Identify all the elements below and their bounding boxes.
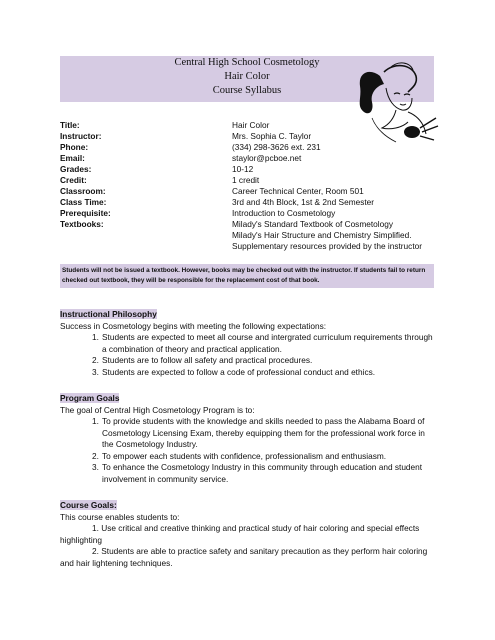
list-item: [60, 462, 438, 485]
info-row: [60, 219, 460, 230]
info-value: (334) 298-3626 ext. 231: [232, 142, 321, 152]
info-label: Class Time:: [60, 197, 107, 207]
info-row: [60, 175, 460, 186]
info-label: Grades:: [60, 164, 92, 174]
info-row: [60, 153, 460, 164]
info-value: Hair Color: [232, 120, 270, 130]
section-heading-text: Program Goals: [60, 393, 120, 403]
course-goal-item: 2. Students are able to practice safety and sanitary precaution as they perform hair coloring and hair lightening techniques.: [60, 546, 428, 568]
info-row: [60, 131, 460, 142]
info-value: Mrs. Sophia C. Taylor: [232, 131, 312, 141]
info-value: Milady's Standard Textbook of Cosmetology: [232, 219, 393, 229]
list-number: 2.: [92, 450, 99, 461]
info-row: [60, 197, 460, 208]
info-row: [60, 230, 460, 241]
info-value: Supplementary resources provided by the instructor: [232, 241, 423, 251]
section-intro: This course enables students to:: [60, 511, 180, 522]
list-number: 1.: [92, 332, 99, 342]
info-value: 3rd and 4th Block, 1st & 2nd Semester: [232, 197, 375, 207]
textbook-notice: Students will not be issued a textbook. However, books may be checked out with the instructor. If students fail to return checked out textbook, they will be responsible for the replacement cost of that book.: [60, 264, 434, 288]
list-text: To provide students with the knowledge and skills needed to pass the Alabama Board of Cosmetology Licensing Exam, thereby equipping them for the professional work force in the Cosmetology Industry.: [102, 416, 425, 449]
list-text: Students are expected to follow a code of professional conduct and ethics.: [102, 366, 376, 377]
info-value: 1 credit: [232, 175, 260, 185]
course-goal-item: 1. Use critical and creative thinking and practical study of hair coloring and special effects highlighting: [60, 523, 420, 545]
list-item: [60, 416, 438, 451]
course-name: Hair Color: [224, 71, 270, 82]
info-label: Email:: [60, 153, 85, 163]
info-label: Phone:: [60, 142, 89, 152]
list-item: [60, 332, 438, 355]
info-row: [60, 208, 460, 219]
list-item: [60, 451, 438, 463]
info-row: [60, 186, 460, 197]
section-heading: [60, 500, 438, 512]
list-number: 2.: [92, 355, 99, 365]
school-name: Central High School Cosmetology: [174, 57, 320, 68]
course-info-table: [60, 120, 460, 252]
list-item: [60, 355, 438, 367]
document-title: Course Syllabus: [212, 85, 282, 96]
list-text: Students are expected to meet all course and intergrated curriculum requirements through a combination of theory and practical application.: [102, 332, 433, 354]
info-label: Title:: [60, 120, 80, 130]
info-label: Classroom:: [60, 186, 106, 196]
section-heading: [60, 309, 438, 321]
info-row: [60, 241, 460, 252]
info-label: Instructor:: [60, 131, 102, 141]
list-number: 3.: [92, 462, 99, 472]
info-label: Prerequisite:: [60, 208, 111, 218]
info-label: Credit:: [60, 175, 87, 185]
info-label: Textbooks:: [60, 219, 104, 229]
list-number: 1.: [92, 416, 99, 426]
email-link[interactable]: staylor@pcboe.net: [232, 153, 302, 163]
instructional-philosophy-section: [60, 309, 438, 378]
info-row: [60, 164, 460, 175]
info-value: Introduction to Cosmetology: [232, 208, 336, 218]
info-value: 10-12: [232, 164, 254, 174]
list-text: To enhance the Cosmetology Industry in this community through education and student involvement in community service.: [102, 462, 423, 484]
info-value: Career Technical Center, Room 501: [232, 186, 364, 196]
info-value: Milady's Hair Structure and Chemistry Simplified.: [232, 230, 412, 240]
section-heading-text: Instructional Philosophy: [60, 309, 157, 319]
list-text: To empower each students with confidence, professionalism and enthusiasm.: [102, 450, 387, 461]
section-heading: [60, 393, 438, 405]
info-row: [60, 142, 460, 153]
course-goals-section: [60, 500, 438, 569]
list-number: 3.: [92, 366, 99, 377]
program-goals-section: [60, 393, 438, 485]
section-intro: The goal of Central High Cosmetology Program is to:: [60, 404, 255, 415]
info-row: [60, 120, 460, 131]
section-heading-text: Course Goals:: [60, 500, 117, 510]
section-intro: Success in Cosmetology begins with meeting the following expectations:: [60, 320, 327, 331]
list-item: [60, 367, 438, 379]
list-text: Students are to follow all safety and practical procedures.: [102, 355, 313, 365]
